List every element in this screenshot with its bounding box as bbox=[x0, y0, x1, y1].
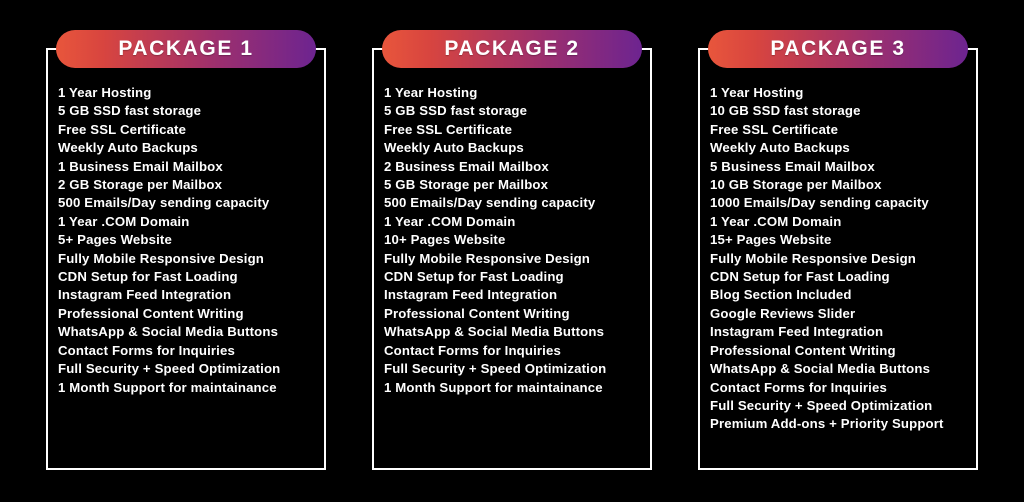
list-item: 500 Emails/Day sending capacity bbox=[384, 195, 596, 211]
list-item: Full Security + Speed Optimization bbox=[384, 361, 607, 377]
list-item: Full Security + Speed Optimization bbox=[710, 397, 933, 413]
package-card-3 bbox=[690, 30, 986, 472]
package-card-3-title: PACKAGE 3 bbox=[770, 37, 906, 60]
list-item: Instagram Feed Integration bbox=[58, 287, 232, 303]
list-item: 5 Business Email Mailbox bbox=[710, 158, 875, 174]
package-card-2 bbox=[364, 30, 660, 472]
list-item: Weekly Auto Backups bbox=[710, 140, 850, 156]
list-item: Instagram Feed Integration bbox=[710, 324, 884, 340]
list-item: Professional Content Writing bbox=[710, 342, 896, 358]
list-item: Blog Section Included bbox=[710, 287, 852, 303]
list-item: 5 GB SSD fast storage bbox=[384, 103, 528, 119]
package-card-1-feature-list bbox=[38, 84, 334, 397]
list-item: 500 Emails/Day sending capacity bbox=[58, 195, 270, 211]
list-item: 1000 Emails/Day sending capacity bbox=[710, 195, 929, 211]
list-item: 10 GB Storage per Mailbox bbox=[710, 177, 882, 193]
list-item: 1 Month Support for maintainance bbox=[384, 379, 603, 395]
list-item: Weekly Auto Backups bbox=[384, 140, 524, 156]
list-item: Weekly Auto Backups bbox=[58, 140, 198, 156]
list-item: WhatsApp & Social Media Buttons bbox=[710, 361, 931, 377]
list-item: 5+ Pages Website bbox=[58, 232, 172, 248]
package-card-3-feature-list bbox=[690, 84, 986, 434]
list-item: 1 Year .COM Domain bbox=[384, 213, 516, 229]
list-item: 1 Month Support for maintainance bbox=[58, 379, 277, 395]
list-item: Full Security + Speed Optimization bbox=[58, 361, 281, 377]
list-item: Contact Forms for Inquiries bbox=[384, 342, 561, 358]
list-item: Instagram Feed Integration bbox=[384, 287, 558, 303]
list-item: 2 GB Storage per Mailbox bbox=[58, 177, 223, 193]
list-item: 1 Year .COM Domain bbox=[710, 213, 842, 229]
list-item: Google Reviews Slider bbox=[710, 305, 856, 321]
package-card-1 bbox=[38, 30, 334, 472]
package-card-1-title-bar bbox=[56, 30, 316, 68]
list-item: 1 Year Hosting bbox=[384, 85, 478, 100]
list-item: CDN Setup for Fast Loading bbox=[58, 269, 238, 285]
list-item: 5 GB Storage per Mailbox bbox=[384, 177, 549, 193]
list-item: WhatsApp & Social Media Buttons bbox=[58, 324, 279, 340]
list-item: 10+ Pages Website bbox=[384, 232, 506, 248]
list-item: WhatsApp & Social Media Buttons bbox=[384, 324, 605, 340]
list-item: CDN Setup for Fast Loading bbox=[710, 269, 890, 285]
list-item: Professional Content Writing bbox=[58, 305, 244, 321]
list-item: 15+ Pages Website bbox=[710, 232, 832, 248]
bottom-edge-mask bbox=[0, 492, 1024, 502]
list-item: Premium Add-ons + Priority Support bbox=[710, 416, 944, 432]
list-item: Fully Mobile Responsive Design bbox=[58, 250, 265, 266]
list-item: Fully Mobile Responsive Design bbox=[710, 250, 917, 266]
package-card-3-title-bar bbox=[708, 30, 968, 68]
list-item: Free SSL Certificate bbox=[710, 121, 839, 137]
list-item: Contact Forms for Inquiries bbox=[710, 379, 887, 395]
list-item: CDN Setup for Fast Loading bbox=[384, 269, 564, 285]
list-item: Fully Mobile Responsive Design bbox=[384, 250, 591, 266]
package-card-2-title: PACKAGE 2 bbox=[444, 37, 580, 60]
list-item: Free SSL Certificate bbox=[384, 121, 513, 137]
list-item: 1 Year Hosting bbox=[710, 85, 804, 100]
list-item: 2 Business Email Mailbox bbox=[384, 158, 549, 174]
list-item: 10 GB SSD fast storage bbox=[710, 103, 861, 119]
list-item: 1 Year Hosting bbox=[58, 85, 152, 100]
list-item: 1 Year .COM Domain bbox=[58, 213, 190, 229]
package-card-2-feature-list bbox=[364, 84, 660, 397]
list-item: Free SSL Certificate bbox=[58, 121, 187, 137]
list-item: Professional Content Writing bbox=[384, 305, 570, 321]
list-item: 5 GB SSD fast storage bbox=[58, 103, 202, 119]
list-item: Contact Forms for Inquiries bbox=[58, 342, 235, 358]
list-item: 1 Business Email Mailbox bbox=[58, 158, 223, 174]
package-card-1-title: PACKAGE 1 bbox=[118, 37, 254, 60]
package-card-2-title-bar bbox=[382, 30, 642, 68]
